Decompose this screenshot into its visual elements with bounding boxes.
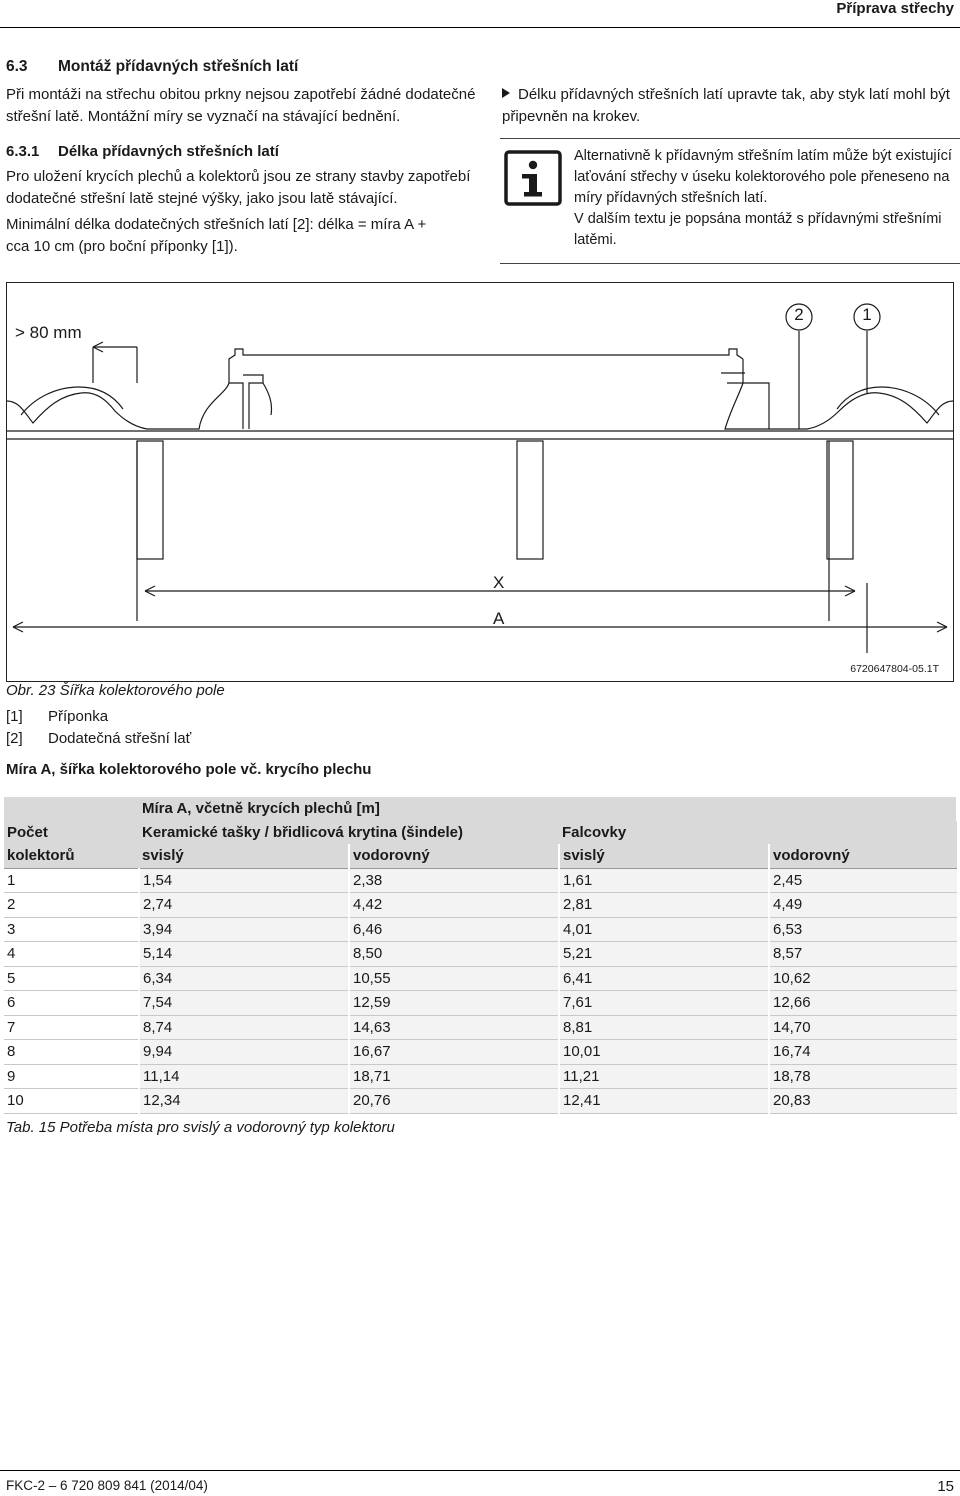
table-cell: 8 xyxy=(4,1040,139,1065)
table-row xyxy=(4,991,957,1016)
subsection-paragraph-1: Pro uložení krycích plechů a kolektorů jsou ze strany stavby zapotřebí dodatečné střešní latě stejné výšky, jako jsou latě stávající. xyxy=(6,168,471,207)
table-cell: 20,83 xyxy=(769,1089,957,1114)
table-cell: 4,49 xyxy=(769,893,957,918)
legend-text: Příponka xyxy=(48,708,109,725)
header-sub-cell: svislý xyxy=(139,844,349,868)
table-cell: 1,54 xyxy=(139,868,349,893)
table-cell: 4,01 xyxy=(559,917,769,942)
table-cell: 6,41 xyxy=(559,966,769,991)
header-count-cell: kolektorů xyxy=(4,844,139,868)
info-icon xyxy=(504,150,562,206)
dimension-label-80mm: > 80 mm xyxy=(15,323,82,342)
figure-frame xyxy=(6,282,954,682)
section-heading xyxy=(6,58,298,76)
subsection-title: Délka přídavných střešních latí xyxy=(58,143,279,160)
header-sub-cell: vodorovný xyxy=(349,844,559,868)
table-cell: 7,61 xyxy=(559,991,769,1016)
header-rule xyxy=(0,27,960,28)
table-cell: 8,81 xyxy=(559,1015,769,1040)
section-title: Montáž přídavných střešních latí xyxy=(58,58,299,75)
table-cell: 7 xyxy=(4,1015,139,1040)
table-cell: 16,67 xyxy=(349,1040,559,1065)
table-cell: 6,53 xyxy=(769,917,957,942)
table-caption: Tab. 15 Potřeba místa pro svislý a vodorovný typ kolektoru xyxy=(6,1119,395,1136)
figure-caption: Obr. 23 Šířka kolektorového pole xyxy=(6,682,225,699)
table-cell: 8,50 xyxy=(349,942,559,967)
table-cell: 6,46 xyxy=(349,917,559,942)
table-cell: 8,57 xyxy=(769,942,957,967)
instruction-step xyxy=(502,84,952,128)
table-cell: 2,74 xyxy=(139,893,349,918)
table-cell: 12,34 xyxy=(139,1089,349,1114)
header-ceramic-cell: Keramické tašky / břidlicová krytina (šindele) xyxy=(139,821,559,845)
table-cell: 11,14 xyxy=(139,1064,349,1089)
table-header-row xyxy=(4,797,957,821)
table-cell: 8,74 xyxy=(139,1015,349,1040)
header-cell xyxy=(4,797,139,821)
table-cell: 10,62 xyxy=(769,966,957,991)
table-row xyxy=(4,966,957,991)
table-row xyxy=(4,1015,957,1040)
subsection-heading xyxy=(6,143,279,160)
figure-code: 6720647804-05.1T xyxy=(850,663,939,675)
header-sub-cell: svislý xyxy=(559,844,769,868)
legend-text: Dodatečná střešní lať xyxy=(48,730,192,747)
table-cell: 3,94 xyxy=(139,917,349,942)
table-body xyxy=(4,868,957,1113)
table-cell: 7,54 xyxy=(139,991,349,1016)
table-cell: 1 xyxy=(4,868,139,893)
section-intro: Při montáži na střechu obitou prkny nejsou zapotřebí žádné dodatečné střešní latě. Montážní míry se vyznačí na stávající bednění. xyxy=(6,86,476,125)
table-cell: 20,76 xyxy=(349,1089,559,1114)
table-cell: 12,66 xyxy=(769,991,957,1016)
running-header: Příprava střechy xyxy=(836,0,954,17)
header-count-cell: Počet xyxy=(4,821,139,845)
info-paragraph-2: V dalším textu je popsána montáž s přídavnými střešními latěmi. xyxy=(574,211,942,248)
page-number: 15 xyxy=(937,1478,954,1495)
callout-2: 2 xyxy=(794,305,804,324)
table-cell: 2 xyxy=(4,893,139,918)
instruction-text: Délku přídavných střešních latí upravte tak, aby styk latí mohl být připevněn na krokev. xyxy=(502,86,950,125)
info-text xyxy=(574,146,954,251)
table-header-row xyxy=(4,844,957,868)
footer-doc-id: FKC-2 – 6 720 809 841 (2014/04) xyxy=(6,1478,208,1493)
table-heading: Míra A, šířka kolektorového pole vč. krycího plechu xyxy=(6,761,372,778)
table-cell: 4,42 xyxy=(349,893,559,918)
table-cell: 2,38 xyxy=(349,868,559,893)
table-cell: 6,34 xyxy=(139,966,349,991)
table-row xyxy=(4,917,957,942)
header-falc-cell: Falcovky xyxy=(559,821,957,845)
table-row xyxy=(4,1040,957,1065)
table-cell: 4 xyxy=(4,942,139,967)
table-cell: 10,55 xyxy=(349,966,559,991)
table-row xyxy=(4,1064,957,1089)
table-cell: 10 xyxy=(4,1089,139,1114)
subsection-number: 6.3.1 xyxy=(6,143,40,160)
step-arrow-icon xyxy=(502,88,510,98)
callout-1: 1 xyxy=(862,305,872,324)
table-cell: 6 xyxy=(4,991,139,1016)
table-cell: 14,70 xyxy=(769,1015,957,1040)
legend-item xyxy=(6,706,191,728)
legend-key: [2] xyxy=(6,730,23,747)
table-row xyxy=(4,893,957,918)
table-cell: 5 xyxy=(4,966,139,991)
dimension-label-a: A xyxy=(493,609,505,628)
table-cell: 2,81 xyxy=(559,893,769,918)
header-group-cell: Míra A, včetně krycích plechů [m] xyxy=(139,797,957,821)
table-cell: 5,14 xyxy=(139,942,349,967)
table-cell: 11,21 xyxy=(559,1064,769,1089)
table-cell: 14,63 xyxy=(349,1015,559,1040)
table-row xyxy=(4,942,957,967)
table-row xyxy=(4,868,957,893)
table-header-row xyxy=(4,821,957,845)
info-paragraph-1: Alternativně k přídavným střešním latím může být existující laťování střechy v úseku kolektorového pole přeneseno na míry přídavných střešních latí. xyxy=(574,148,952,206)
table-cell: 16,74 xyxy=(769,1040,957,1065)
legend-key: [1] xyxy=(6,708,23,725)
footer-rule xyxy=(0,1470,960,1471)
table-cell: 10,01 xyxy=(559,1040,769,1065)
table-cell: 1,61 xyxy=(559,868,769,893)
table-cell: 3 xyxy=(4,917,139,942)
table-cell: 18,71 xyxy=(349,1064,559,1089)
table-cell: 12,41 xyxy=(559,1089,769,1114)
dimension-label-x: X xyxy=(493,573,505,592)
roof-diagram xyxy=(7,283,953,681)
section-number: 6.3 xyxy=(6,58,28,75)
table-cell: 2,45 xyxy=(769,868,957,893)
table-cell: 9 xyxy=(4,1064,139,1089)
table-cell: 9,94 xyxy=(139,1040,349,1065)
table-cell: 12,59 xyxy=(349,991,559,1016)
table-cell: 18,78 xyxy=(769,1064,957,1089)
legend-item xyxy=(6,728,191,750)
subsection-paragraph-2: Minimální délka dodatečných střešních latí [2]: délka = míra A + cca 10 cm (pro boční příponky [1]). xyxy=(6,216,427,255)
dimensions-table xyxy=(4,797,958,1114)
table-row xyxy=(4,1089,957,1114)
header-sub-cell: vodorovný xyxy=(769,844,957,868)
table-cell: 5,21 xyxy=(559,942,769,967)
figure-legend xyxy=(6,706,191,750)
